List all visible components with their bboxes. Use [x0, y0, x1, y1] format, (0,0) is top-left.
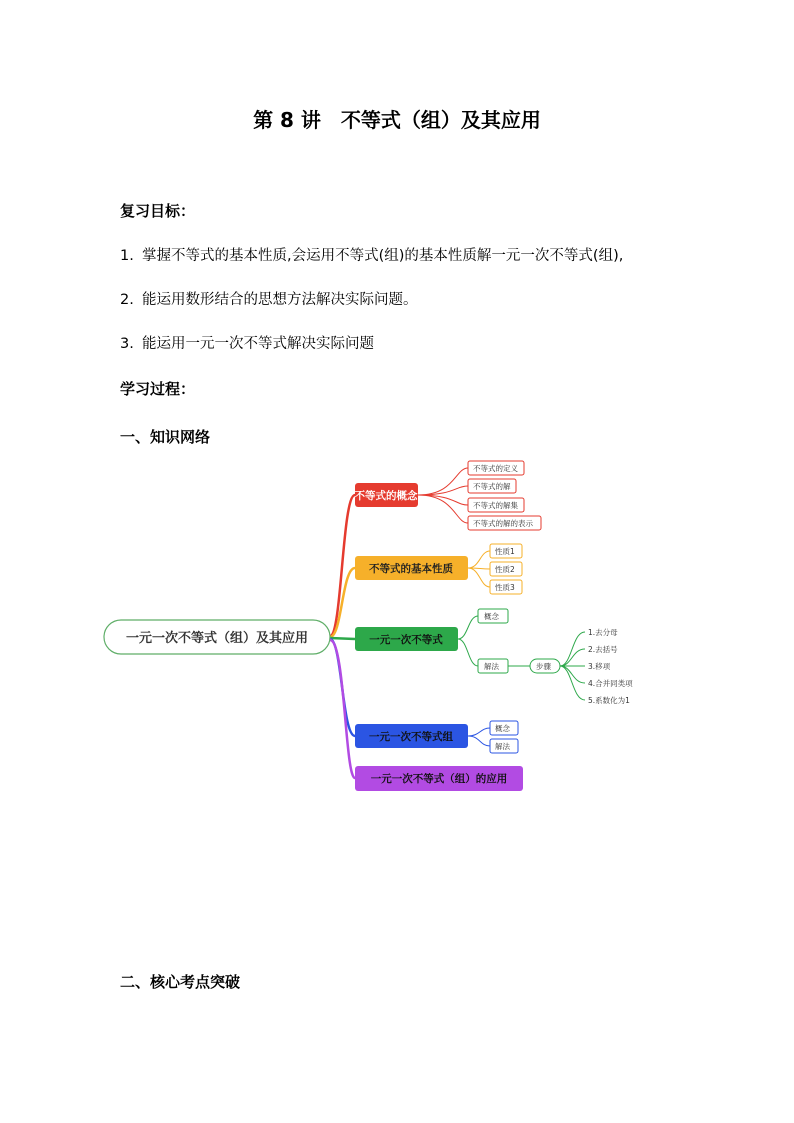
goal-text: 掌握不等式的基本性质,会运用不等式(组)的基本性质解一元一次不等式(组),: [142, 248, 624, 264]
page-title: 第 8 讲 不等式（组）及其应用: [253, 108, 541, 132]
properties-children: [490, 544, 522, 594]
branch-label: 一元一次不等式组: [369, 731, 453, 743]
mind-map-root: [104, 620, 330, 654]
leaf-label: 概念: [484, 612, 499, 621]
leaf-label: 性质3: [495, 583, 515, 592]
goals-heading: 复习目标：: [120, 202, 196, 220]
steps-label: 步骤: [536, 662, 551, 671]
goal-number: 1.: [120, 248, 134, 264]
goal-number: 3.: [120, 336, 134, 352]
branch-label: 不等式的基本性质: [369, 563, 453, 575]
leaf-label: 解法: [495, 742, 510, 751]
leaf-label: 不等式的解: [473, 482, 511, 491]
step-item: 4.合并同类项: [588, 679, 633, 688]
branch-concept: [355, 483, 419, 507]
step-item: 2.去括号: [588, 645, 618, 654]
leaf-label: 概念: [495, 724, 510, 733]
goal-item: [120, 288, 418, 309]
goal-text: 能运用数形结合的思想方法解决实际问题。: [142, 292, 418, 308]
leaf-label: 不等式的解的表示: [473, 519, 533, 528]
step-item: 5.系数化为1: [588, 696, 630, 705]
step-item: 1.去分母: [588, 628, 618, 637]
goal-item: [120, 332, 374, 353]
concept-children: [468, 461, 541, 530]
root-label: 一元一次不等式（组）及其应用: [125, 631, 309, 646]
step-item: 3.移项: [588, 662, 611, 671]
goal-number: 2.: [120, 292, 134, 308]
leaf-label: 不等式的定义: [473, 464, 518, 473]
branch-properties: [355, 556, 468, 580]
branch-label: 不等式的概念: [354, 490, 418, 502]
leaf-label: 性质2: [495, 565, 515, 574]
goal-text: 能运用一元一次不等式解决实际问题: [142, 336, 374, 352]
process-heading: 学习过程：: [120, 380, 196, 398]
branch-label: 一元一次不等式: [369, 634, 443, 646]
goal-item: [120, 244, 623, 265]
inequality-system-children: [490, 721, 518, 753]
branch-linear-inequality: [355, 627, 458, 651]
section-knowledge-network: 一、知识网络: [120, 428, 211, 446]
leaf-label: 解法: [484, 662, 499, 671]
linear-inequality-children: [478, 609, 633, 705]
branch-inequality-system: [355, 724, 468, 748]
leaf-label: 性质1: [495, 547, 515, 556]
section-core-points: 二、核心考点突破: [120, 973, 241, 991]
mind-map: [0, 450, 794, 800]
branch-label: 一元一次不等式（组）的应用: [370, 773, 508, 785]
mind-map-connectors: [330, 495, 355, 778]
branch-application: [355, 766, 523, 791]
leaf-label: 不等式的解集: [473, 501, 518, 510]
